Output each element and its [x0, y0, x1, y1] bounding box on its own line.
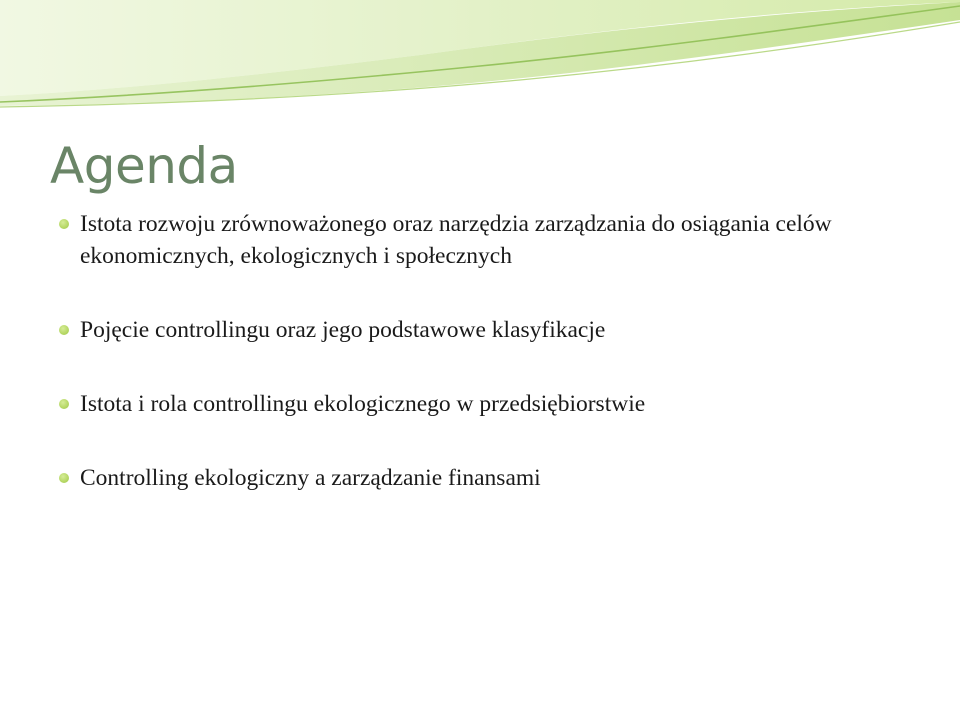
agenda-item-text: Pojęcie controllingu oraz jego podstawowe klasyfikacje	[80, 317, 606, 343]
header-swoosh-decoration	[0, 0, 960, 140]
agenda-item	[58, 314, 918, 346]
circle-bullet-icon	[59, 473, 69, 483]
agenda-item	[58, 462, 918, 494]
circle-bullet-icon	[59, 219, 69, 229]
agenda-item-text: Istota rozwoju zrównoważonego oraz narzędzia zarządzania do osiągania celów ekonomicznych, ekologicznych i społecznych	[80, 211, 832, 269]
agenda-list	[58, 208, 918, 494]
slide-title: Agenda	[50, 137, 238, 195]
circle-bullet-icon	[59, 399, 69, 409]
circle-bullet-icon	[59, 325, 69, 335]
agenda-item-text: Istota i rola controllingu ekologicznego w przedsiębiorstwie	[80, 391, 646, 417]
agenda-item-text: Controlling ekologiczny a zarządzanie finansami	[80, 465, 541, 491]
agenda-item	[58, 388, 918, 420]
agenda-item	[58, 208, 918, 272]
